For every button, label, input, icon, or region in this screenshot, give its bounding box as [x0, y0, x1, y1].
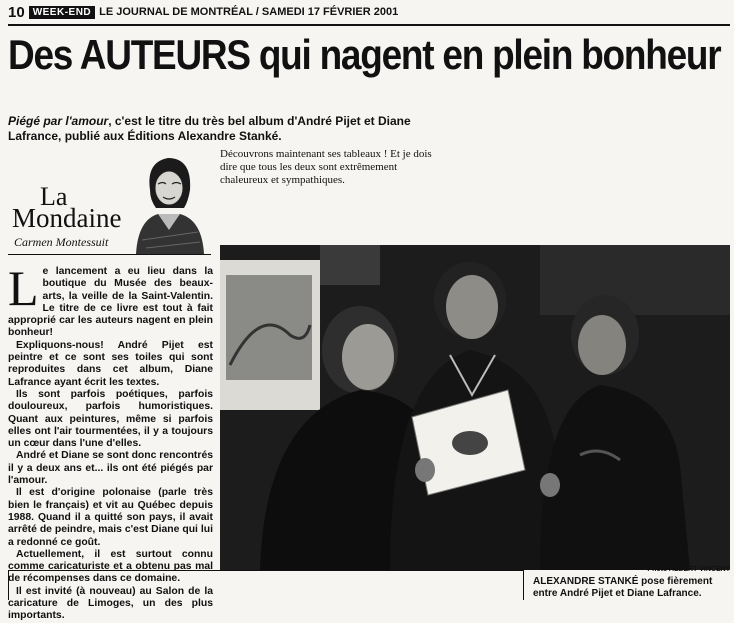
headline: Des AUTEURS qui nagent en plein bonheur: [8, 31, 721, 78]
paragraph: Il est invité (à nouveau) au Salon de la caricature de Limoges, un des plus importants.: [8, 585, 213, 622]
paragraph: Ils sont parfois poétiques, parfois douloureux, parfois humoristiques. Quant aux peintures, même si parfois elles ont l'air tourmentées, il y a toujours un cœur dans l'une d'elles.: [8, 388, 213, 450]
side-note: Découvrons maintenant ses tableaux ! Et je dois dire que tous les deux sont extrêmement chaleureux et sympathiques.: [220, 148, 432, 186]
column-author: Carmen Montessuit: [14, 235, 109, 249]
dateline: LE JOURNAL DE MONTRÉAL / SAMEDI 17 FÉVRIER 2001: [99, 6, 399, 18]
column-logo-la: La: [40, 182, 68, 211]
intro-text: , c'est le titre du très bel album d'André Pijet et Diane Lafrance, publié aux Éditions Alexandre Stanké.: [8, 114, 411, 143]
photo-caption: [533, 576, 733, 600]
bottom-box: [8, 570, 524, 600]
top-rule: [8, 24, 730, 26]
intro-paragraph: [8, 114, 428, 144]
paragraph: Expliquons-nous! André Pijet est peintre et ce sont ses toiles qui sont reproduites dans cet album, Diane Lafrance ayant écrit les textes.: [8, 339, 213, 388]
drop-cap: L: [8, 260, 39, 316]
photo-credit: Photo ALBERT VINCENT: [647, 566, 730, 573]
author-portrait-image: [128, 150, 210, 254]
section-badge: WEEK-END: [29, 6, 95, 19]
book-title: Piégé par l'amour: [8, 114, 109, 128]
column-rule: [8, 254, 211, 255]
masthead: [8, 3, 728, 21]
column-logo-mondaine: Mondaine: [12, 203, 122, 233]
caption-name: ALEXANDRE STANKÉ: [533, 576, 639, 587]
paragraph: André et Diane se sont donc rencontrés il y a deux ans et... ils ont été piégés par l'amour.: [8, 450, 213, 487]
event-photo-image: [220, 245, 730, 570]
caption-text: pose fièrement entre André Pijet et Diane Lafrance.: [533, 576, 713, 599]
paragraph: Le lancement a eu lieu dans la boutique du Musée des beaux-arts, la veille de la Saint-Valentin. Le titre de ce livre est tout à fait approprié car les auteurs nagent en plein bonheur!: [8, 260, 213, 339]
paragraph: Actuellement, il est surtout connu comme caricaturiste et a obtenu pas mal de récompenses dans ce domaine.: [8, 548, 213, 585]
paragraph: Il est d'origine polonaise (parle très bien le français) et vit au Québec depuis 1988. Quand il a quitté son pays, il avait arrêté de peindre, mais c'est Diane qui lui a redonné ce goût.: [8, 487, 213, 548]
page-number: 10: [8, 3, 25, 21]
